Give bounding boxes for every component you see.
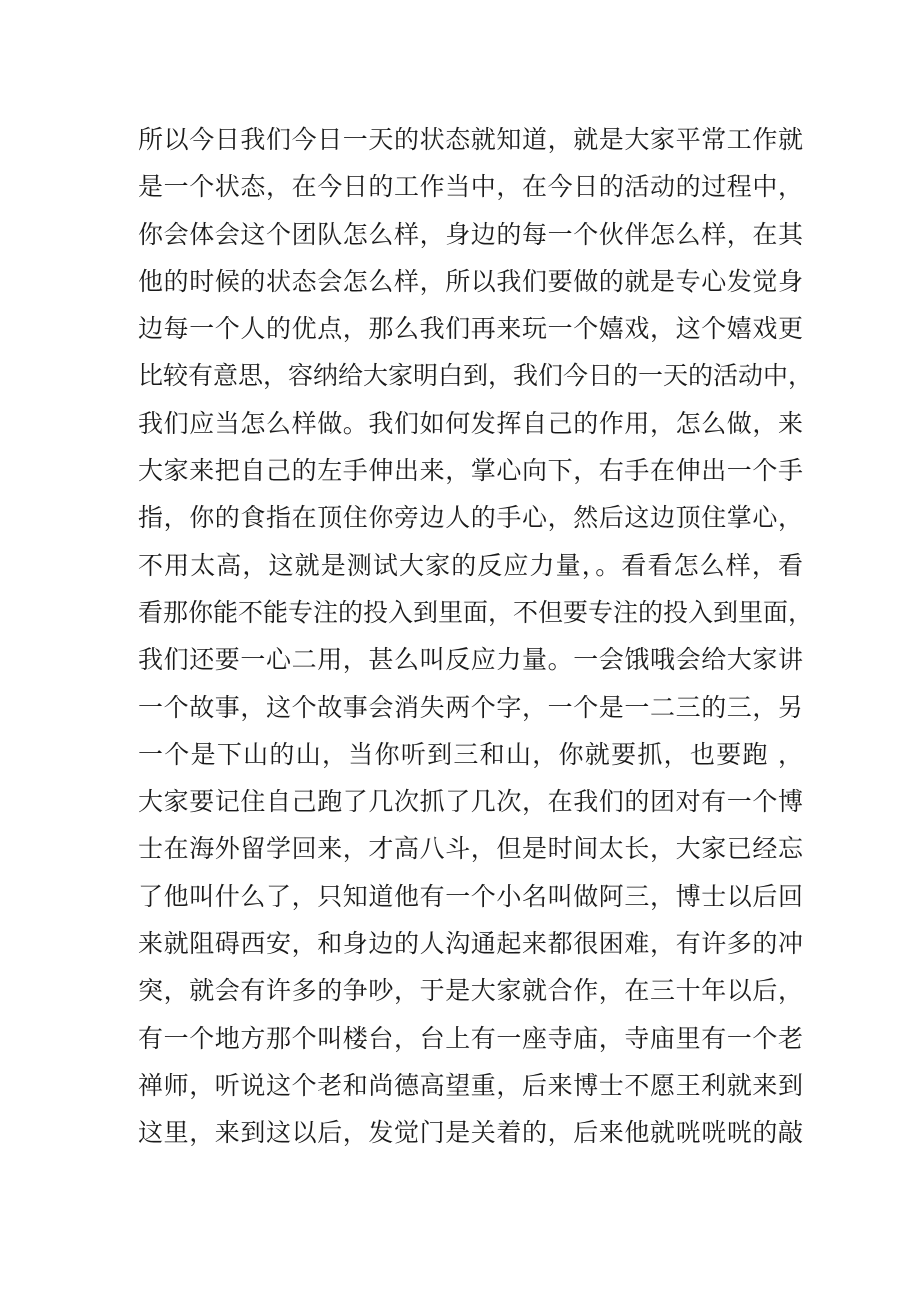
text-line: 指，你的食指在顶住你旁边人的手心，然后这边顶住掌心， bbox=[138, 503, 803, 533]
text-line: 不用太高，这就是测试大家的反应力量，。看看怎么样，看 bbox=[138, 550, 803, 580]
text-line: 了他叫什么了，只知道他有一个小名叫做阿三，博士以后回 bbox=[138, 881, 803, 911]
text-line: 一个故事，这个故事会消失两个字，一个是一二三的三，另 bbox=[138, 692, 803, 722]
text-line: 他的时候的状态会怎么样，所以我们要做的就是专心发觉身 bbox=[138, 266, 803, 296]
text-line: 边每一个人的优点，那么我们再来玩一个嬉戏，这个嬉戏更 bbox=[138, 314, 803, 344]
text-line: 一个是下山的山，当你听到三和山，你就要抓，也要跑 ， bbox=[138, 739, 803, 769]
text-line: 所以今日我们今日一天的状态就知道，就是大家平常工作就 bbox=[138, 125, 803, 154]
text-line: 是一个状态，在今日的工作当中，在今日的活动的过程中， bbox=[138, 172, 803, 202]
text-line: 禅师，听说这个老和尚德高望重，后来博士不愿王利就来到 bbox=[138, 1070, 803, 1100]
text-line: 比较有意思，容纳给大家明白到，我们今日的一天的活动中， bbox=[138, 361, 814, 391]
text-line: 你会体会这个团队怎么样，身边的每一个伙伴怎么样，在其 bbox=[138, 219, 803, 249]
text-line: 突，就会有许多的争吵，于是大家就合作，在三十年以后， bbox=[138, 976, 803, 1006]
text-line: 士在海外留学回来，才高八斗，但是时间太长，大家已经忘 bbox=[138, 834, 803, 864]
text-line: 我们还要一心二用，甚么叫反应力量。一会饿哦会给大家讲 bbox=[138, 645, 803, 675]
text-line: 大家要记住自己跑了几次抓了几次，在我们的团对有一个博 bbox=[138, 787, 803, 817]
text-line: 我们应当怎么样做。我们如何发挥自己的作用，怎么做，来 bbox=[138, 408, 803, 438]
text-line: 大家来把自己的左手伸出来，掌心向下，右手在伸出一个手 bbox=[138, 456, 803, 486]
text-line: 看那你能不能专注的投入到里面，不但要专注的投入到里面， bbox=[138, 597, 814, 627]
text-line: 有一个地方那个叫楼台，台上有一座寺庙，寺庙里有一个老 bbox=[138, 1023, 803, 1053]
text-line: 这里，来到这以后，发觉门是关着的，后来他就咣咣咣的敲 bbox=[138, 1118, 803, 1148]
text-line: 来就阻碍西安，和身边的人沟通起来都很困难，有许多的冲 bbox=[138, 929, 803, 959]
body-text bbox=[138, 116, 814, 1157]
